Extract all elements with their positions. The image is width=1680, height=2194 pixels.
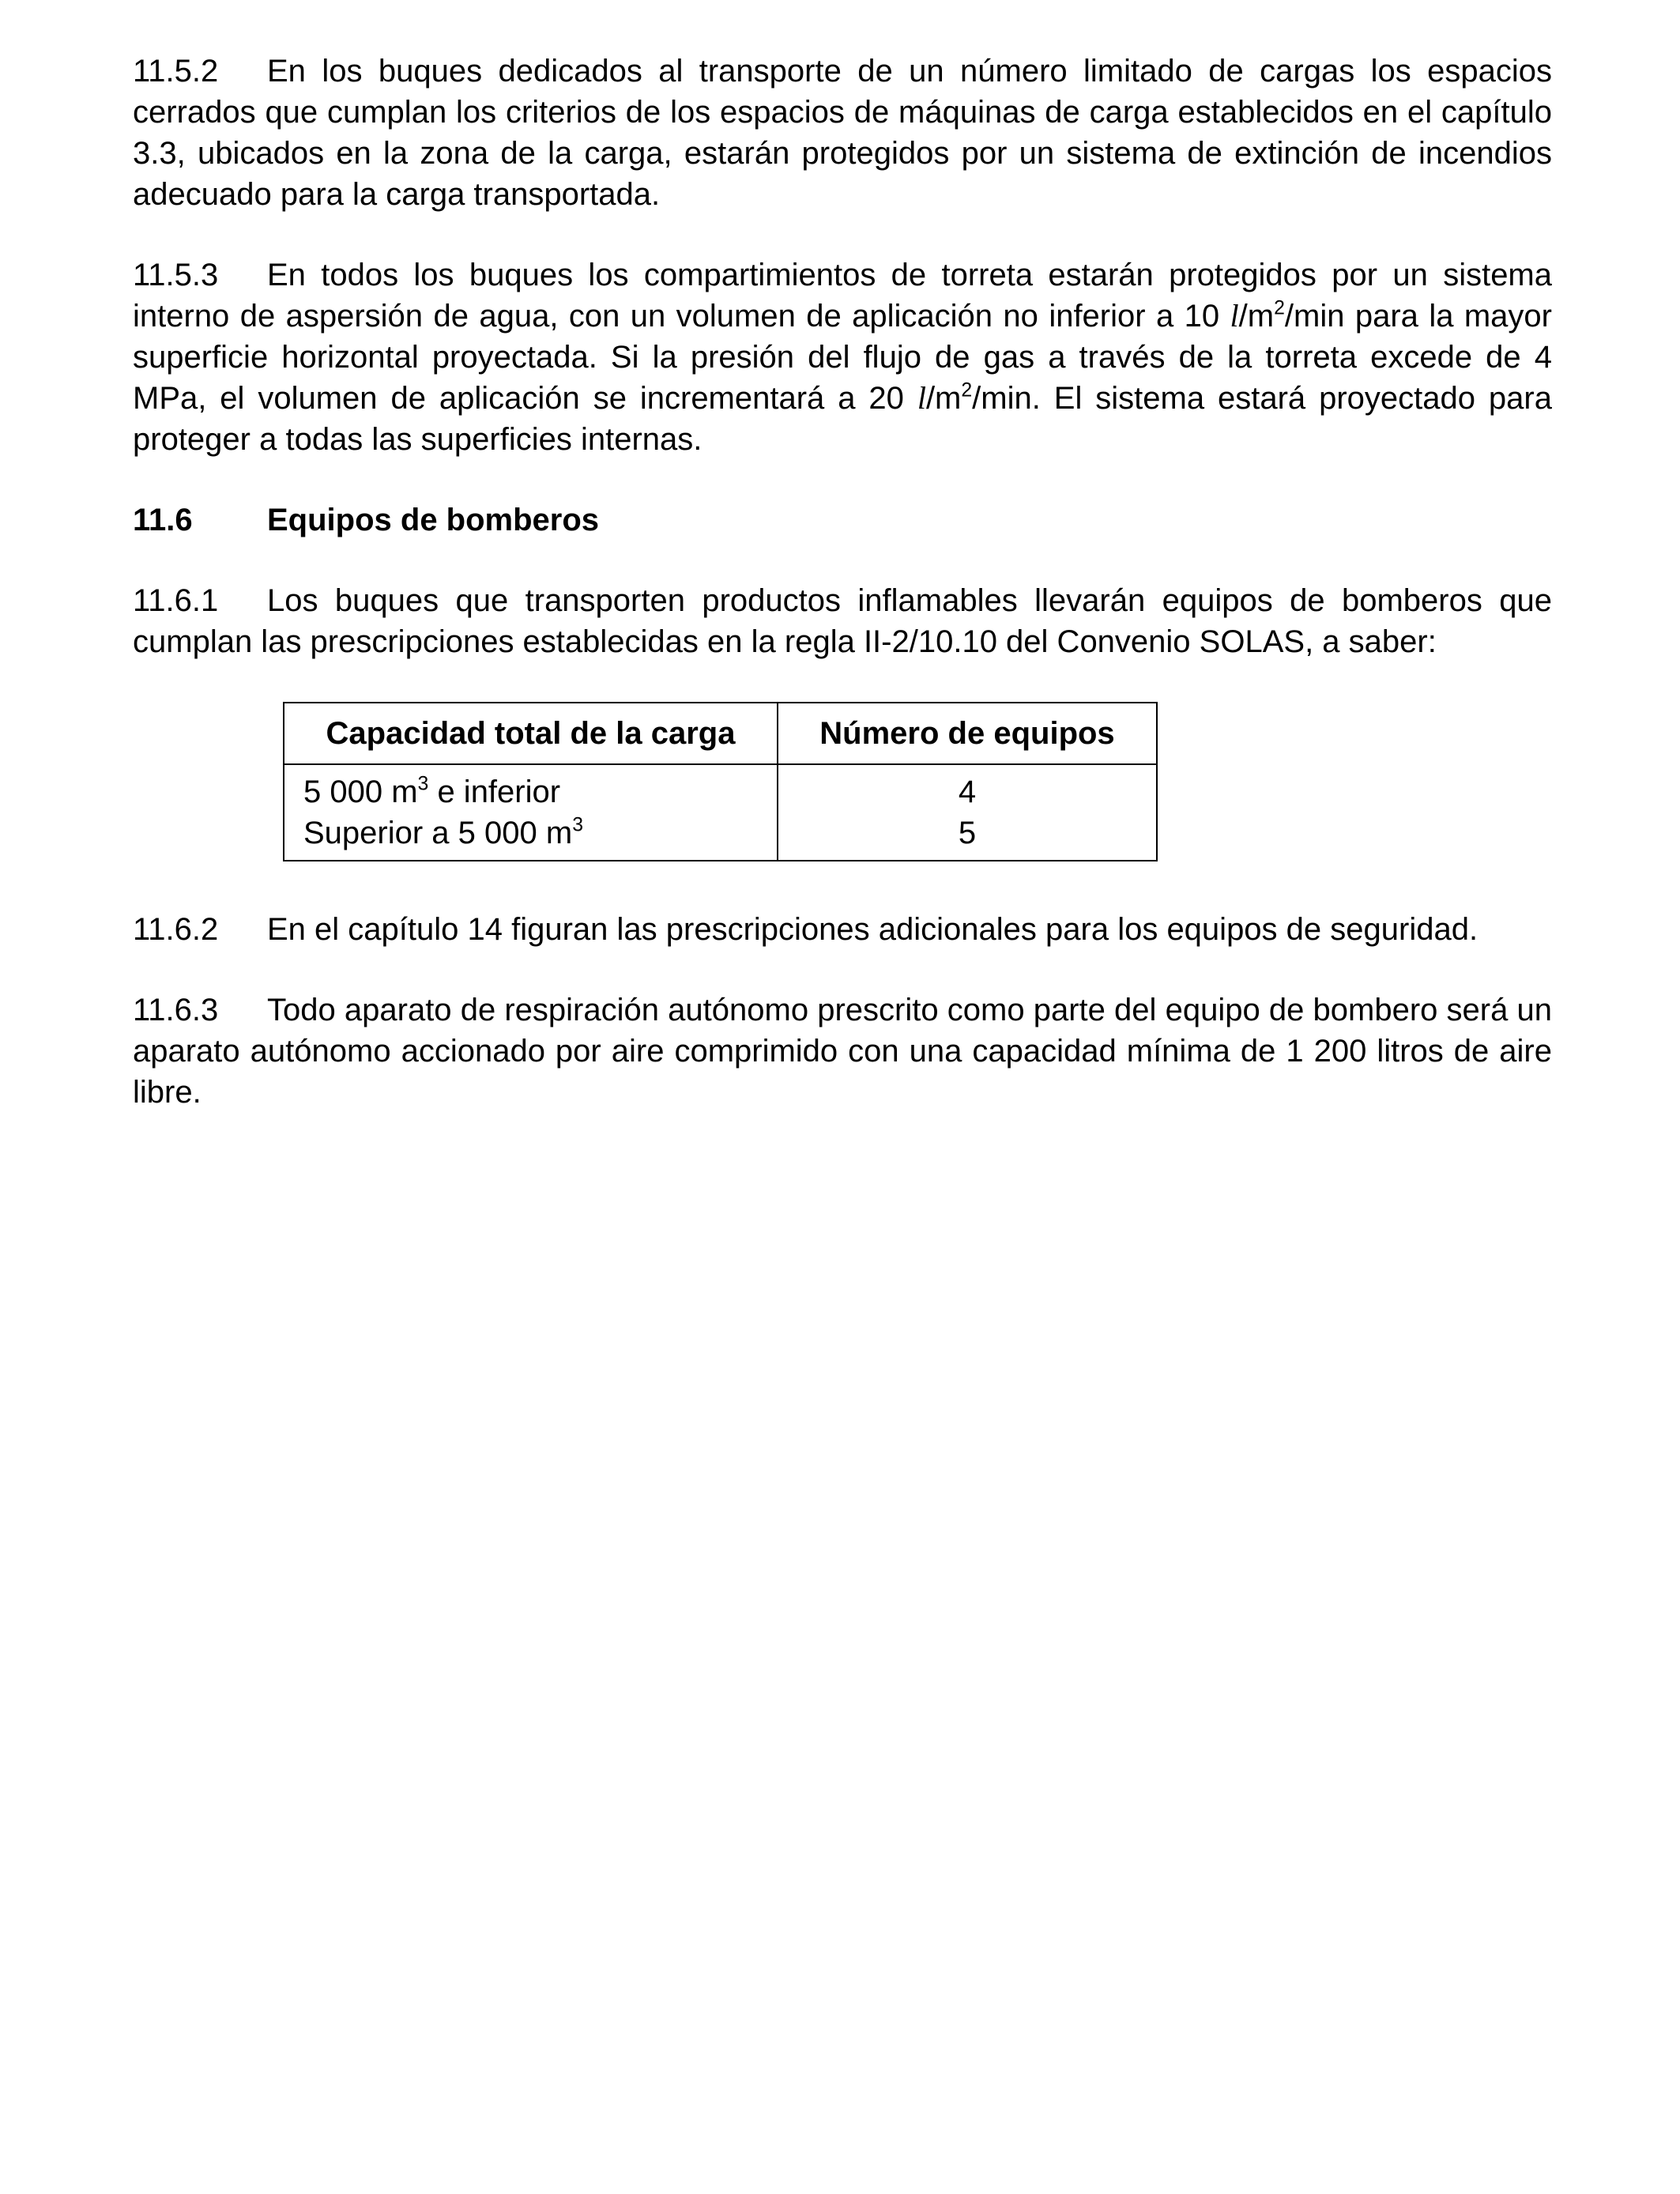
capacity-row-2	[303, 812, 758, 854]
paragraph-text: Todo aparato de respiración autónomo prescrito como parte del equipo de bombero será un aparato autónomo accionado por aire comprimido con una capacidad mínima de 1 200 litros de aire libre.	[133, 993, 1552, 1110]
paragraph-text-part2: /min para la mayor superficie horizontal proyectada. Si la presión del flujo de gas a través de la torreta excede de 4 MPa, el volumen de aplicación se incrementará a 20	[133, 299, 1552, 416]
paragraph-text: Los buques que transporten productos inflamables llevarán equipos de bomberos que cumplan las prescripciones establecidas en la regla II-2/10.10 del Convenio SOLAS, a saber:	[133, 583, 1552, 659]
paragraph-number: 11.6.1	[133, 583, 219, 618]
paragraph-text-part3: /min. El sistema estará proyectado para proteger a todas las superficies internas.	[133, 381, 1552, 457]
header-count: Número de equipos	[778, 703, 1157, 764]
unit-litre: l	[1230, 298, 1239, 334]
unit-per-metre: /m	[925, 381, 962, 416]
capacity-value: Superior a 5 000 m	[303, 816, 573, 850]
paragraph-11-6-3	[133, 990, 1552, 1113]
capacity-cell	[284, 764, 778, 861]
paragraph-text: En los buques dedicados al transporte de un número limitado de cargas los espacios cerrados que cumplan los criterios de los espacios de máquinas de carga establecidos en el capítulo 3.3, ubicados en la zona de la carga, estarán protegidos por un sistema de extinción de incendios adecuado para la carga transportada.	[133, 54, 1552, 212]
superscript-3: 3	[417, 773, 429, 795]
superscript-3: 3	[572, 814, 583, 836]
table-header-row	[284, 703, 1157, 764]
count-cell	[778, 764, 1157, 861]
paragraph-11-5-2	[133, 51, 1552, 215]
equipment-table-wrapper	[283, 702, 1552, 861]
capacity-row-1	[303, 771, 758, 812]
unit-litre: l	[917, 380, 926, 416]
equipment-table	[283, 702, 1158, 861]
superscript-2: 2	[961, 379, 973, 401]
paragraph-11-6-1	[133, 580, 1552, 662]
capacity-value: 5 000 m	[303, 775, 418, 809]
paragraph-number: 11.6.3	[133, 993, 219, 1027]
superscript-2: 2	[1274, 297, 1285, 319]
count-row-1: 4	[958, 775, 977, 809]
count-row-2: 5	[958, 816, 977, 850]
paragraph-number: 11.6.2	[133, 912, 219, 947]
unit-per-metre: /m	[1238, 299, 1275, 334]
table-row	[284, 764, 1157, 861]
paragraph-text: En el capítulo 14 figuran las prescripciones adicionales para los equipos de seguridad.	[267, 912, 1478, 947]
document-page	[133, 51, 1552, 1152]
section-number: 11.6	[133, 503, 193, 537]
capacity-suffix: e inferior	[428, 775, 561, 809]
section-title: Equipos de bomberos	[267, 503, 600, 537]
paragraph-number: 11.5.2	[133, 54, 219, 89]
paragraph-11-6-2	[133, 909, 1552, 950]
section-heading-11-6	[133, 499, 1552, 541]
paragraph-number: 11.5.3	[133, 258, 219, 292]
paragraph-text-part1: En todos los buques los compartimientos de torreta estarán protegidos por un sistema interno de aspersión de agua, con un volumen de aplicación no inferior a 10	[133, 258, 1552, 334]
paragraph-11-5-3	[133, 254, 1552, 460]
header-capacity: Capacidad total de la carga	[284, 703, 778, 764]
